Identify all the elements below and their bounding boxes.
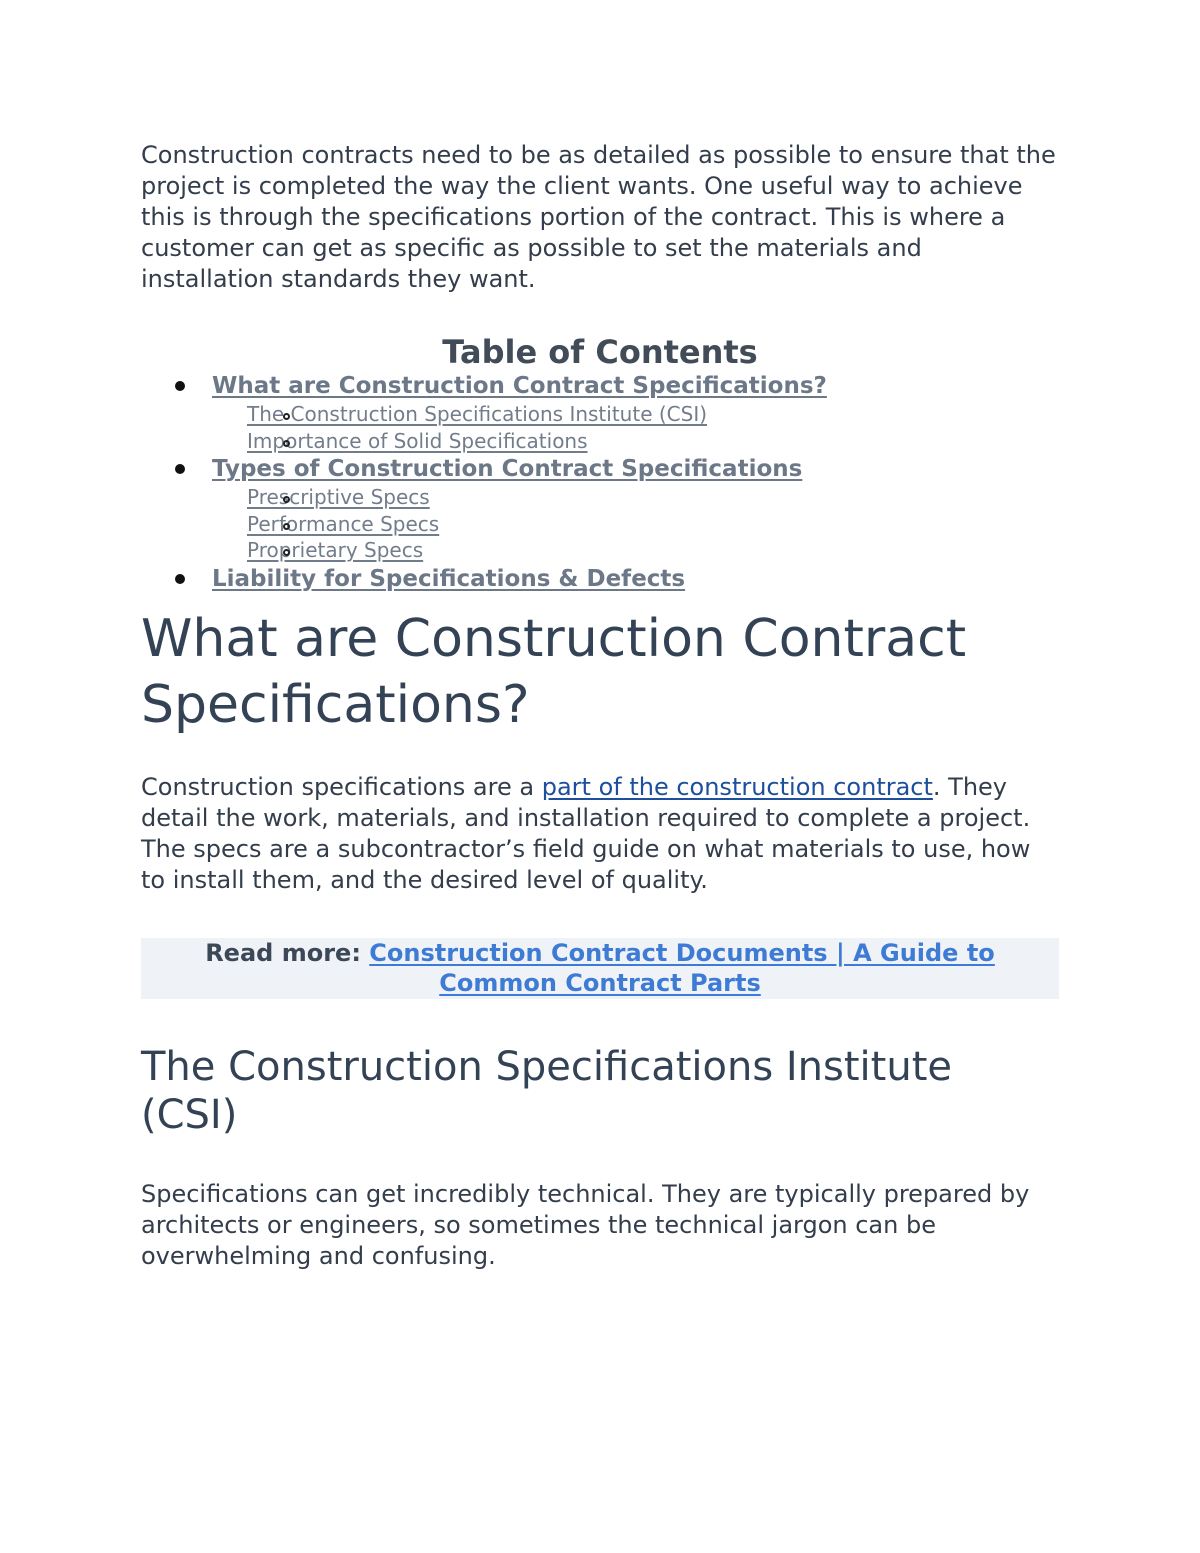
toc-link-types[interactable]: Types of Construction Contract Specifications <box>212 456 803 482</box>
toc-link-what-are-specs[interactable]: What are Construction Contract Specifications? <box>212 373 827 399</box>
toc-link-prescriptive[interactable]: Prescriptive Specs <box>247 485 430 509</box>
read-more-label: Read more <box>205 939 352 968</box>
circle-bullet-icon <box>283 413 290 420</box>
section1-text-after-link: . They detail the work, materials, and installation required to complete a project. The specs are a subcontractor’s field guide on what materials to use, how to install them, and the desired level of quality. <box>141 773 1031 895</box>
section-heading-csi: The Construction Specifications Institute (CSI) <box>141 1044 952 1139</box>
toc-subitem <box>141 428 1059 455</box>
circle-bullet-icon <box>283 440 290 447</box>
read-more-link[interactable]: Construction Contract Documents | A Guide to Common Contract Parts <box>369 939 995 998</box>
section1-text-before-link: Construction specifications are a <box>141 773 542 802</box>
toc-item <box>141 564 1059 594</box>
intro-paragraph: Construction contracts need to be as detailed as possible to ensure that the project is completed the way the client wants. One useful way to achieve this is through the specifications portion of the contract. This is where a customer can get as specific as possible to set the materials and installation standards they want. <box>141 141 1056 293</box>
toc-sublist <box>212 401 1059 454</box>
toc-sublist <box>212 484 1059 564</box>
section-heading-what-are-specs: What are Construction Contract Specifications? <box>141 608 967 735</box>
circle-bullet-icon <box>283 496 290 503</box>
toc-title: Table of Contents <box>442 333 758 371</box>
toc-link-liability[interactable]: Liability for Specifications & Defects <box>212 565 686 592</box>
circle-bullet-icon <box>283 523 290 530</box>
bullet-icon <box>175 464 185 474</box>
bullet-icon <box>175 381 185 391</box>
circle-bullet-icon <box>283 549 290 556</box>
bullet-icon <box>175 574 185 584</box>
section1-paragraph <box>141 772 1059 896</box>
toc-item <box>141 454 1059 564</box>
table-of-contents <box>141 371 1059 594</box>
toc-link-importance[interactable]: Importance of Solid Specifications <box>247 428 588 453</box>
document-page <box>141 140 1059 1272</box>
construction-contract-link[interactable]: part of the construction contract <box>541 773 933 802</box>
toc-item <box>141 371 1059 454</box>
toc-subitem <box>141 401 1059 428</box>
toc-link-csi[interactable]: The Construction Specifications Institute (CSI) <box>247 402 708 426</box>
toc-subitem <box>141 511 1059 538</box>
toc-subitem <box>141 484 1059 511</box>
read-more-callout <box>141 938 1059 999</box>
toc-subitem <box>141 537 1059 564</box>
toc-link-performance[interactable]: Performance Specs <box>247 511 440 536</box>
section2-paragraph: Specifications can get incredibly technical. They are typically prepared by architects or engineers, so sometimes the technical jargon can be overwhelming and confusing. <box>141 1180 1030 1271</box>
read-more-separator: : <box>351 939 370 968</box>
toc-link-proprietary[interactable]: Proprietary Specs <box>247 538 424 562</box>
